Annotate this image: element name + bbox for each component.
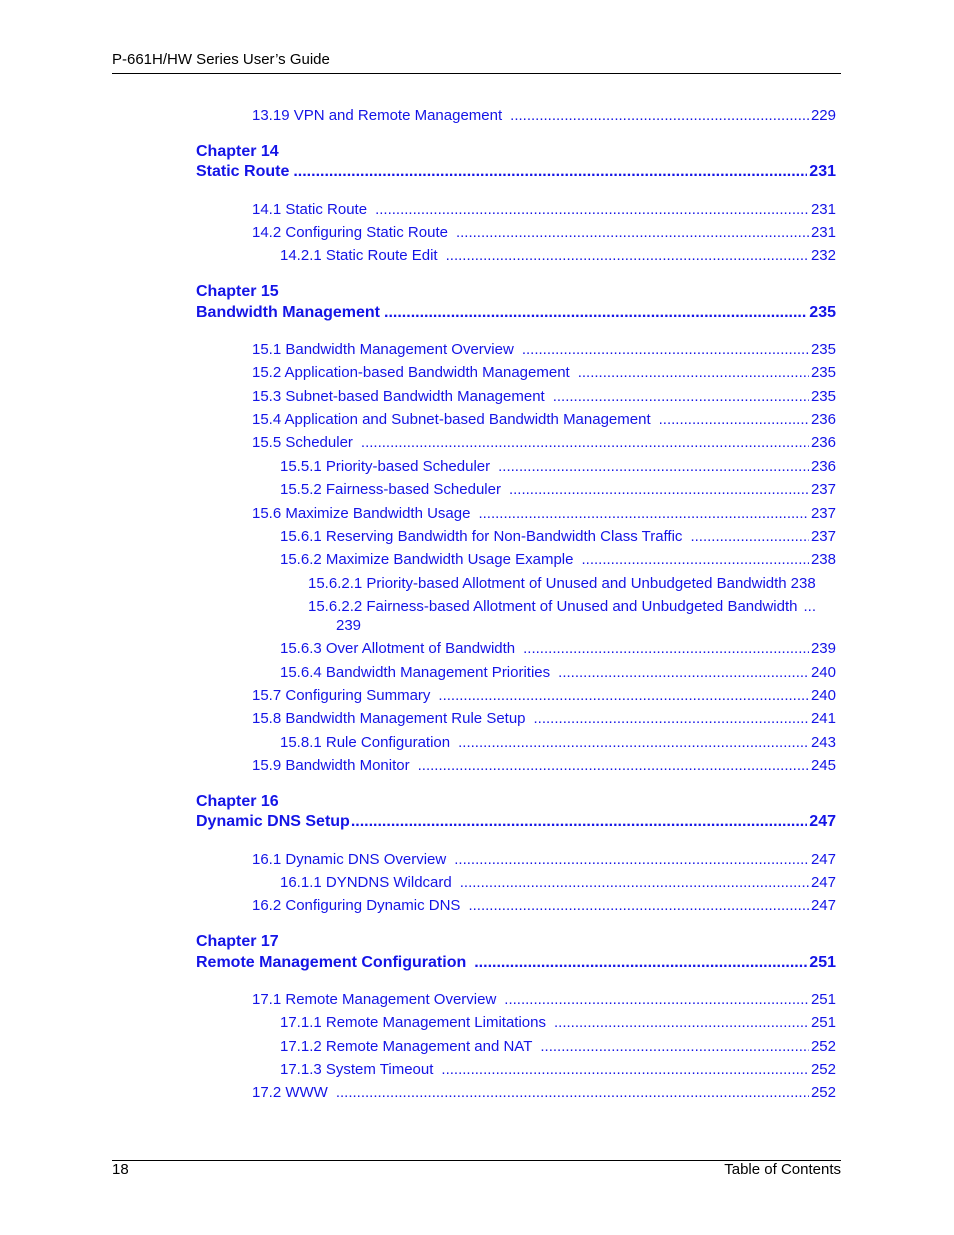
toc-entry-label: 15.9 Bandwidth Monitor xyxy=(252,757,410,774)
toc-entry[interactable] xyxy=(252,897,836,914)
toc-entry-page: 239 xyxy=(336,617,362,634)
toc-entry-label: 17.1.2 Remote Management and NAT xyxy=(280,1038,533,1055)
dot-leader xyxy=(468,897,809,914)
toc-entry[interactable] xyxy=(280,481,836,498)
dot-leader: ... xyxy=(803,598,817,615)
toc-entry[interactable] xyxy=(252,411,836,428)
toc-entry[interactable] xyxy=(252,710,836,727)
toc-entry-page: 240 xyxy=(810,687,836,704)
toc-entry[interactable] xyxy=(252,107,836,124)
toc-entry-label: 15.1 Bandwidth Management Overview xyxy=(252,341,514,358)
dot-leader xyxy=(351,813,807,831)
toc-entry[interactable] xyxy=(308,598,836,634)
toc-entry[interactable] xyxy=(252,851,836,868)
dot-leader xyxy=(456,224,809,241)
toc-entry-page: 247 xyxy=(810,897,836,914)
chapter-number[interactable]: Chapter 17 xyxy=(196,933,279,950)
dot-leader xyxy=(523,640,809,657)
chapter-title: Bandwidth Management xyxy=(196,304,381,321)
toc-entry-label: 14.2 Configuring Static Route xyxy=(252,224,448,241)
toc-entry-label: 17.2 WWW xyxy=(252,1084,328,1101)
toc-entry-page: 237 xyxy=(810,481,836,498)
chapter-title-line[interactable] xyxy=(196,813,836,831)
chapter-page: 247 xyxy=(809,813,836,830)
toc-entry-label: 15.6.2.2 Fairness-based Allotment of Unused and Unbudgeted Bandwidth xyxy=(308,598,798,615)
dot-leader xyxy=(438,687,809,704)
toc-entry-label: 16.1 Dynamic DNS Overview xyxy=(252,851,447,868)
toc-entry-label: 15.5 Scheduler xyxy=(252,434,353,451)
toc-entry-page: 251 xyxy=(810,991,836,1008)
toc-entry-page: 236 xyxy=(810,434,836,451)
toc-entry-page: 245 xyxy=(810,757,836,774)
toc-entry[interactable] xyxy=(252,687,836,704)
footer-page-number: 18 xyxy=(112,1161,129,1178)
dot-leader xyxy=(558,664,809,681)
toc-entry-label: 15.5.1 Priority-based Scheduler xyxy=(280,458,491,475)
dot-leader xyxy=(504,991,809,1008)
chapter-page: 251 xyxy=(809,954,836,971)
toc-entry-label: 16.1.1 DYNDNS Wildcard xyxy=(280,874,452,891)
toc-entry-label: 15.6.1 Reserving Bandwidth for Non-Bandwidth Class Traffic xyxy=(280,528,683,545)
toc-entry[interactable] xyxy=(280,551,836,568)
toc-entry-label: 13.19 VPN and Remote Management xyxy=(252,107,503,124)
toc-entry[interactable] xyxy=(280,874,836,891)
toc-entry[interactable] xyxy=(252,757,836,774)
dot-leader xyxy=(659,411,809,428)
chapter-title-line[interactable] xyxy=(196,954,836,972)
toc-entry-page: 236 xyxy=(810,458,836,475)
dot-leader xyxy=(510,107,809,124)
toc-entry[interactable] xyxy=(252,434,836,451)
toc-entry-label: 14.2.1 Static Route Edit xyxy=(280,247,438,264)
toc-entry-label: 16.2 Configuring Dynamic DNS xyxy=(252,897,461,914)
dot-leader xyxy=(690,528,809,545)
footer-section-title: Table of Contents xyxy=(724,1161,841,1178)
toc-entry-label: 15.6.2.1 Priority-based Allotment of Unused and Unbudgeted Bandwidth xyxy=(308,575,787,592)
toc-entry[interactable] xyxy=(280,528,836,545)
dot-leader xyxy=(498,458,809,475)
dot-leader xyxy=(534,710,809,727)
toc-entry-label: 15.6 Maximize Bandwidth Usage xyxy=(252,505,471,522)
toc-entry-page: 231 xyxy=(810,201,836,218)
dot-leader xyxy=(553,388,809,405)
toc-entry[interactable] xyxy=(280,664,836,681)
chapter-number[interactable]: Chapter 16 xyxy=(196,793,279,810)
toc-entry-page: 229 xyxy=(810,107,836,124)
dot-leader xyxy=(509,481,809,498)
toc-entry[interactable] xyxy=(252,1084,836,1101)
dot-leader xyxy=(375,201,809,218)
toc-entry-page: 237 xyxy=(810,505,836,522)
dot-leader xyxy=(454,851,809,868)
header-rule xyxy=(112,73,841,74)
chapter-title: Dynamic DNS Setup xyxy=(196,813,350,830)
toc-entry-page: 235 xyxy=(810,364,836,381)
chapter-title: Static Route xyxy=(196,163,290,180)
chapter-page: 231 xyxy=(809,163,836,180)
dot-leader xyxy=(578,364,809,381)
toc-entry-label: 15.7 Configuring Summary xyxy=(252,687,431,704)
dot-leader xyxy=(361,434,809,451)
toc-entry-label: 15.6.3 Over Allotment of Bandwidth xyxy=(280,640,516,657)
toc-entry-page: 235 xyxy=(810,388,836,405)
toc-entry-page: 252 xyxy=(810,1084,836,1101)
dot-leader xyxy=(460,874,809,891)
dot-leader xyxy=(554,1014,809,1031)
toc-entry-label: 14.1 Static Route xyxy=(252,201,368,218)
dot-leader xyxy=(446,247,809,264)
toc-entry-page: 236 xyxy=(810,411,836,428)
toc-entry-page: 247 xyxy=(810,851,836,868)
toc-entry-label: 15.4 Application and Subnet-based Bandwidth Management xyxy=(252,411,651,428)
dot-leader xyxy=(540,1038,809,1055)
dot-leader xyxy=(293,163,807,181)
toc-entry-label: 17.1.3 System Timeout xyxy=(280,1061,434,1078)
toc-entry[interactable] xyxy=(252,224,836,241)
toc-entry-label: 15.8 Bandwidth Management Rule Setup xyxy=(252,710,526,727)
toc-entry[interactable] xyxy=(252,991,836,1008)
dot-leader xyxy=(418,757,809,774)
dot-leader xyxy=(458,734,809,751)
dot-leader xyxy=(384,304,807,322)
toc-entry[interactable] xyxy=(252,388,836,405)
toc-entry-page: 238 xyxy=(810,551,836,568)
chapter-title-line[interactable] xyxy=(196,304,836,322)
toc-entry-page: 241 xyxy=(810,710,836,727)
toc-entry-page: 237 xyxy=(810,528,836,545)
toc-entry-label: 17.1 Remote Management Overview xyxy=(252,991,497,1008)
toc-entry[interactable] xyxy=(252,201,836,218)
dot-leader xyxy=(441,1061,809,1078)
chapter-title-line[interactable] xyxy=(196,163,836,181)
toc-entry-label: 15.6.4 Bandwidth Management Priorities xyxy=(280,664,551,681)
toc-entry[interactable] xyxy=(280,640,836,657)
toc-entry[interactable] xyxy=(280,247,836,264)
dot-leader xyxy=(581,551,808,568)
toc-entry[interactable] xyxy=(280,734,836,751)
toc-entry[interactable] xyxy=(280,458,836,475)
toc-entry-label: 15.3 Subnet-based Bandwidth Management xyxy=(252,388,545,405)
toc-entry-label: 15.5.2 Fairness-based Scheduler xyxy=(280,481,501,498)
toc-entry-label: 15.8.1 Rule Configuration xyxy=(280,734,451,751)
dot-leader xyxy=(474,954,807,972)
toc-entry-label: 15.6.2 Maximize Bandwidth Usage Example xyxy=(280,551,574,568)
chapter-title: Remote Management Configuration xyxy=(196,954,467,971)
toc-entry-page: 252 xyxy=(810,1061,836,1078)
chapter-number[interactable]: Chapter 15 xyxy=(196,283,279,300)
toc-entry-page: 247 xyxy=(810,874,836,891)
toc-entry[interactable] xyxy=(252,341,836,358)
dot-leader xyxy=(336,1084,809,1101)
toc-entry[interactable] xyxy=(252,364,836,381)
toc-entry-label: 15.2 Application-based Bandwidth Management xyxy=(252,364,570,381)
toc-entry[interactable] xyxy=(280,1038,836,1055)
toc-entry[interactable] xyxy=(280,1014,836,1031)
page-header-title: P-661H/HW Series User’s Guide xyxy=(112,51,330,68)
chapter-number[interactable]: Chapter 14 xyxy=(196,143,279,160)
toc-entry-label: 17.1.1 Remote Management Limitations xyxy=(280,1014,546,1031)
toc-entry-page: 235 xyxy=(810,341,836,358)
toc-entry-page: 239 xyxy=(810,640,836,657)
toc-entry-page: 231 xyxy=(810,224,836,241)
toc-entry[interactable] xyxy=(252,505,836,522)
toc-entry-page: 232 xyxy=(810,247,836,264)
toc-entry-page: 243 xyxy=(810,734,836,751)
dot-leader xyxy=(478,505,809,522)
chapter-page: 235 xyxy=(809,304,836,321)
toc-entry[interactable] xyxy=(280,1061,836,1078)
toc-entry-page: 240 xyxy=(810,664,836,681)
toc-entry-page: 252 xyxy=(810,1038,836,1055)
toc-entry-page: 251 xyxy=(810,1014,836,1031)
toc-entry-page: 238 xyxy=(790,575,816,592)
dot-leader xyxy=(522,341,809,358)
toc-entry[interactable] xyxy=(308,575,836,592)
